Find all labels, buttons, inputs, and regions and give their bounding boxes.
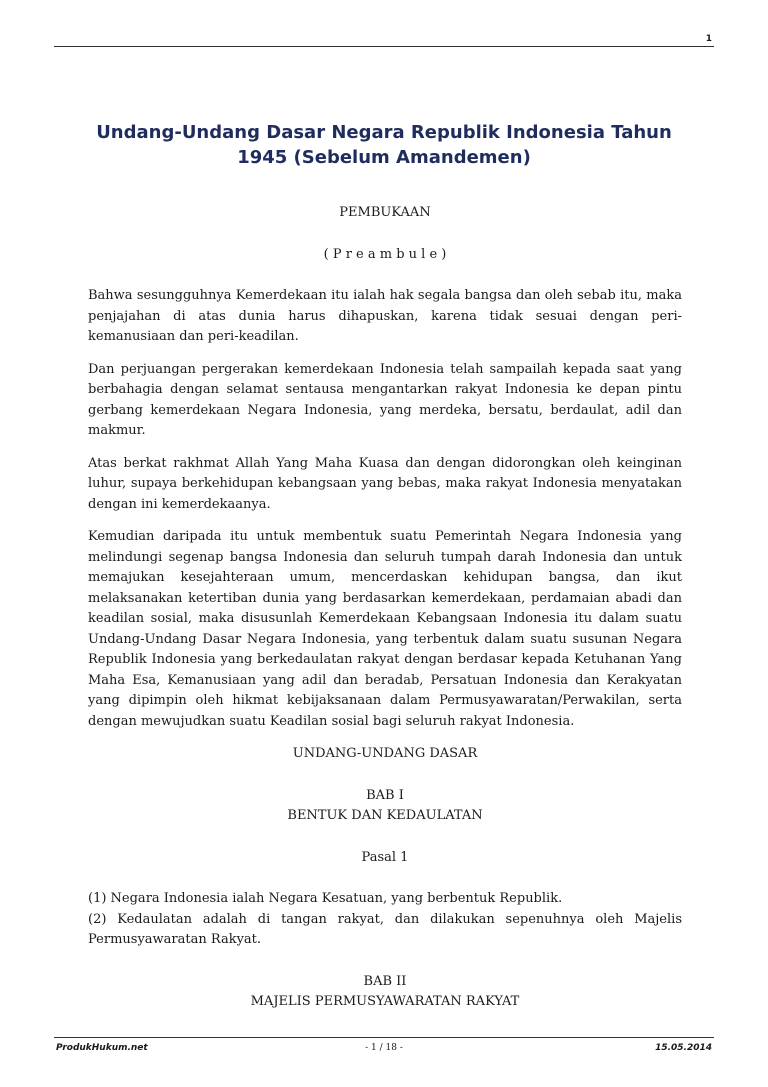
document-title: Undang-Undang Dasar Negara Republik Indonesia Tahun 1945 (Sebelum Amandemen) bbox=[96, 122, 672, 168]
preamble-paragraph-4: Kemudian daripada itu untuk membentuk suatu Pemerintah Negara Indonesia yang melindungi segenap bangsa Indonesia dan seluruh tumpah darah Indonesia dan untuk memajukan kesejahteraan umum, mencerdaskan kehidupan bangsa, dan ikut melaksanakan ketertiban dunia yang berdasarkan kemerdekaan, perdamaian abadi dan keadilan sosial, maka disusunlah Kemerdekaan Kebangsaan Indonesia itu dalam suatu Undang-Undang Dasar Negara Indonesia, yang terbentuk dalam suatu susunan Negara Republik Indonesia yang berkedaulatan rakyat dengan berdasar kepada Ketuhanan Yang Maha Esa, Kemanusiaan yang adil dan beradab, Persatuan Indonesia dan Kerakyatan yang dipimpin oleh hikmat kebijaksanaan dalam Permusyawaratan/Perwakilan, serta dengan mewujudkan suatu Keadilan sosial bagi seluruh rakyat Indonesia. bbox=[88, 529, 682, 729]
chapter-1-label: BAB I bbox=[366, 787, 404, 803]
footer-page-info: - 1 / 18 - bbox=[365, 1043, 403, 1053]
document-body bbox=[88, 203, 682, 1013]
preamble-heading: PEMBUKAAN bbox=[339, 205, 431, 220]
article-1-heading: Pasal 1 bbox=[361, 849, 409, 865]
preamble-subheading: ( P r e a m b u l e ) bbox=[323, 246, 447, 262]
chapter-2-title: MAJELIS PERMUSYAWARATAN RAKYAT bbox=[250, 994, 520, 1009]
article-1-clause-1: (1) Negara Indonesia ialah Negara Kesatuan, yang berbentuk Republik. bbox=[88, 891, 563, 906]
footer-rule bbox=[54, 1037, 714, 1038]
chapter-1-title: BENTUK DAN KEDAULATAN bbox=[287, 808, 483, 823]
preamble-paragraph-1: Bahwa sesungguhnya Kemerdekaan itu ialah hak segala bangsa dan oleh sebab itu, maka penjajahan di atas dunia harus dihapuskan, karena tidak sesuai dengan peri-kemanusiaan dan peri-keadilan. bbox=[88, 288, 682, 344]
footer-date: 15.05.2014 bbox=[655, 1043, 712, 1053]
header-rule bbox=[54, 46, 714, 47]
footer-site: ProdukHukum.net bbox=[56, 1043, 148, 1053]
preamble-paragraph-2: Dan perjuangan pergerakan kemerdekaan Indonesia telah sampailah kepada saat yang berbahagia dengan selamat sentausa mengantarkan rakyat Indonesia ke depan pintu gerbang kemerdekaan Negara Indonesia, yang merdeka, bersatu, berdaulat, adil dan makmur. bbox=[88, 361, 682, 438]
preamble-paragraph-3: Atas berkat rakhmat Allah Yang Maha Kuasa dan dengan didorongkan oleh keinginan luhur, supaya berkehidupan kebangsaan yang bebas, maka rakyat Indonesia menyatakan dengan ini kemerdekaanya. bbox=[88, 455, 682, 512]
page-number: 1 bbox=[705, 34, 712, 44]
chapter-2-label: BAB II bbox=[363, 973, 407, 989]
constitution-heading: UNDANG-UNDANG DASAR bbox=[292, 746, 478, 761]
article-1-clause-2: (2) Kedaulatan adalah di tangan rakyat, dan dilakukan sepenuhnya oleh Majelis Permusyawaratan Rakyat. bbox=[88, 911, 682, 947]
